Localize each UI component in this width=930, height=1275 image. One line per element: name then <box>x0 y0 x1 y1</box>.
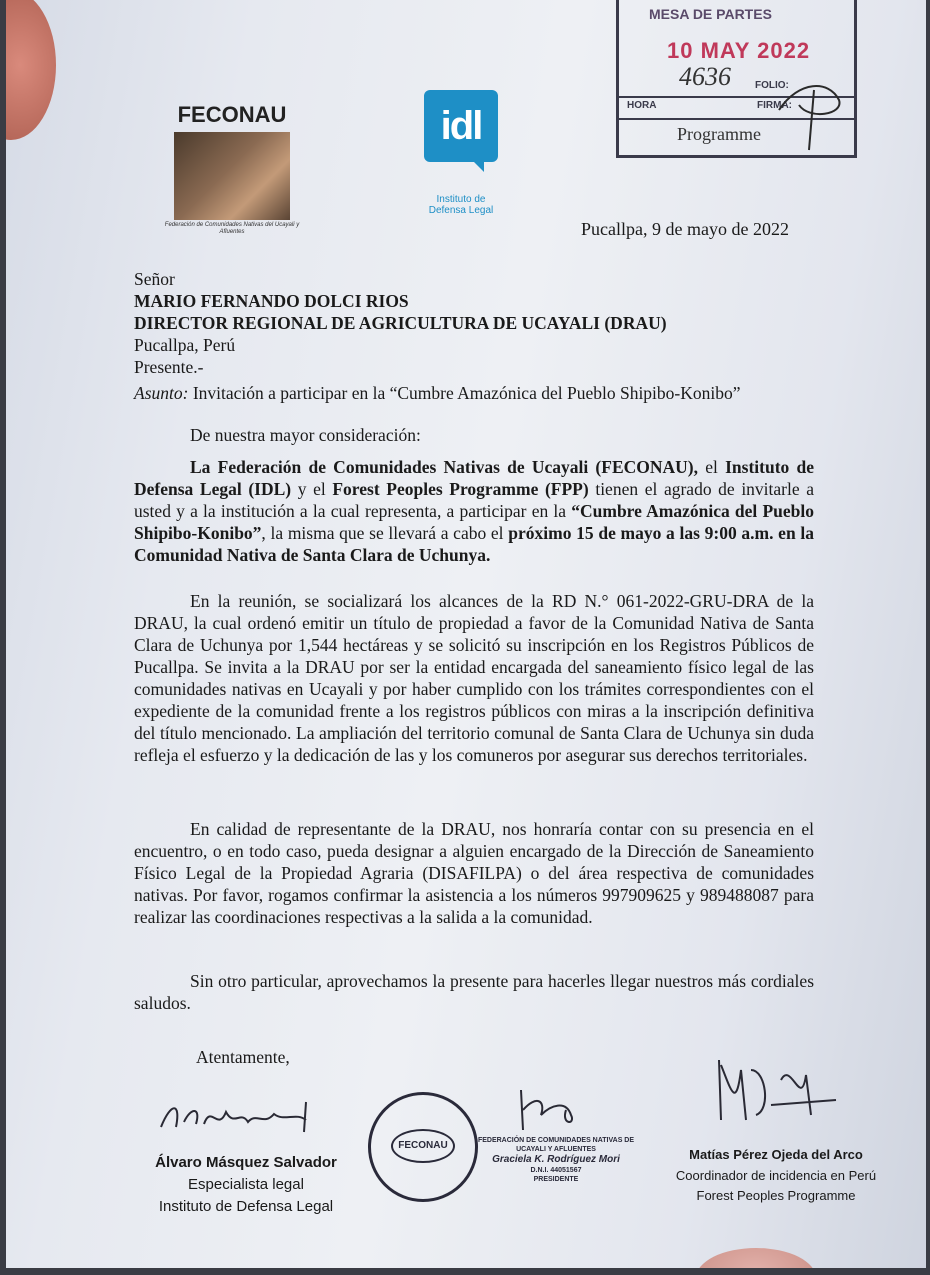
stamp-date: 10 MAY 2022 <box>667 38 811 63</box>
signature-1-scribble <box>156 1092 326 1142</box>
stamp-signature-scribble <box>769 60 849 155</box>
signer-3-org: Forest Peoples Programme <box>696 1188 856 1203</box>
p1-text-1: el <box>705 457 718 477</box>
feconau-seal <box>368 1092 478 1202</box>
signer-2-org: FEDERACIÓN DE COMUNIDADES NATIVAS DE UCAYALI Y AFLUENTES <box>477 1137 635 1153</box>
signer-2-dni: D.N.I. 44051567 <box>530 1167 582 1174</box>
feconau-logo-caption: Federación de Comunidades Nativas del Ucayali y Afluentes <box>164 222 300 235</box>
signature-block-3 <box>656 1144 896 1206</box>
p1-bold-2: Instituto de Defensa Legal (IDL) <box>134 457 815 499</box>
recipient-title: DIRECTOR REGIONAL DE AGRICULTURA DE UCAYALI (DRAU) <box>134 313 667 333</box>
p1-bold-4: “Cumbre Amazónica del Pueblo Shipibo-Konibo” <box>134 501 814 543</box>
p1-bold-3: Forest Peoples Programme (FPP) <box>332 479 589 499</box>
feconau-logo <box>162 102 302 238</box>
finger-top-left <box>6 0 56 140</box>
stamp-hora: HORA <box>627 100 657 111</box>
p1-text-2: y el <box>297 479 326 499</box>
signer-2-name: Graciela K. Rodríguez Mori <box>492 1154 620 1165</box>
paragraph-1 <box>134 456 814 566</box>
reception-stamp <box>616 0 857 158</box>
p1-bold-1: La Federación de Comunidades Nativas de Ucayali (FECONAU), <box>190 457 698 477</box>
finger-bottom <box>696 1248 816 1268</box>
letter-page <box>6 0 926 1268</box>
subject-line <box>134 382 741 404</box>
paragraph-4 <box>134 970 814 1014</box>
idl-logo-caption <box>416 194 506 216</box>
idl-caption-line2: Defensa Legal <box>428 205 494 216</box>
feconau-logo-image <box>174 132 290 220</box>
recipient-block <box>134 268 667 378</box>
signer-3-role: Coordinador de incidencia en Perú <box>675 1168 877 1183</box>
idl-logo-tail <box>472 160 484 172</box>
stamp-number: 4636 <box>679 62 731 91</box>
stamp-program: Programme <box>677 124 761 144</box>
paragraph-3 <box>134 818 814 928</box>
idl-logo-mark: idl <box>424 90 498 162</box>
recipient-presente: Presente.- <box>134 357 204 377</box>
letter-date: Pucallpa, 9 de mayo de 2022 <box>581 219 789 239</box>
greeting: De nuestra mayor consideración: <box>190 425 421 445</box>
signature-block-2 <box>476 1136 636 1184</box>
subject-label: Asunto: <box>134 383 189 403</box>
signer-1-role: Especialista legal <box>188 1176 304 1193</box>
recipient-city: Pucallpa, Perú <box>134 335 236 355</box>
p1-text-4: , la misma que se llevará a cabo el <box>261 523 504 543</box>
signer-1-org: Instituto de Defensa Legal <box>158 1198 334 1215</box>
signer-2-role: PRESIDENTE <box>533 1176 579 1183</box>
p3-text: En calidad de representante de la DRAU, nos honraría contar con su presencia en el encuentro, o en todo caso, pueda designar a alguien encargado de la Dirección de Saneamiento Físico Legal de la Propiedad Agraria (DISAFILPA) o del área respectiva de comunidades nativas. Por favor, rogamos confirmar la asistencia a los números 997909625 y 989488087 para realizar las coordinaciones respectivas a la salida a la comunidad. <box>134 819 814 927</box>
recipient-salutation: Señor <box>134 269 175 289</box>
subject-text: Invitación a participar en la “Cumbre Amazónica del Pueblo Shipibo-Konibo” <box>192 383 741 403</box>
signature-3-scribble <box>711 1050 841 1130</box>
closing: Atentamente, <box>196 1047 290 1067</box>
seal-center-text: FECONAU <box>391 1129 455 1163</box>
p1-text-3: tienen el agrado de invitarle a usted y a la institución a la cual representa, a participar en la <box>134 479 815 521</box>
signature-block-1 <box>126 1152 366 1218</box>
p4-text: Sin otro particular, aprovechamos la presente para hacerles llegar nuestros más cordiales saludos. <box>134 971 814 1013</box>
p2-text: En la reunión, se socializará los alcances de la RD N.° 061-2022-GRU-DRA de la DRAU, la cual ordenó emitir un título de propiedad a favor de la Comunidad Nativa de Santa Clara de Uchunya por 1,544 hectáreas y se solicitó su inscripción en los Registros Públicos de Pucallpa. Se invita a la DRAU por ser la entidad encargada del saneamiento físico legal de las comunidades nativas en Ucayali y por haber cumplido con los trámites correspondientes con el expediente de la comunidad frente a los registros públicos con miras a la inscripción definitiva del título mencionado. La ampliación del territorio comunal de Santa Clara de Uchunya sin duda refleja el esfuerzo y la dedicación de las y los comuneros por asegurar sus derechos territoriales. <box>134 591 814 765</box>
signer-3-name: Matías Pérez Ojeda del Arco <box>689 1147 863 1162</box>
idl-caption-line1: Instituto de <box>436 194 486 205</box>
signer-1-name: Álvaro Másquez Salvador <box>155 1154 337 1171</box>
p1-bold-5: próximo 15 de mayo a las 9:00 a.m. en la Comunidad Nativa de Santa Clara de Uchunya. <box>134 523 814 565</box>
stamp-title: MESA DE PARTES <box>649 6 772 22</box>
stamp-firma: FIRMA: <box>757 100 792 111</box>
signature-2-scribble <box>511 1080 591 1135</box>
recipient-name: MARIO FERNANDO DOLCI RIOS <box>134 291 409 311</box>
feconau-logo-name: FECONAU <box>177 102 287 127</box>
paragraph-2 <box>134 590 814 766</box>
stamp-folio: FOLIO: <box>755 80 789 91</box>
idl-logo <box>416 84 506 224</box>
